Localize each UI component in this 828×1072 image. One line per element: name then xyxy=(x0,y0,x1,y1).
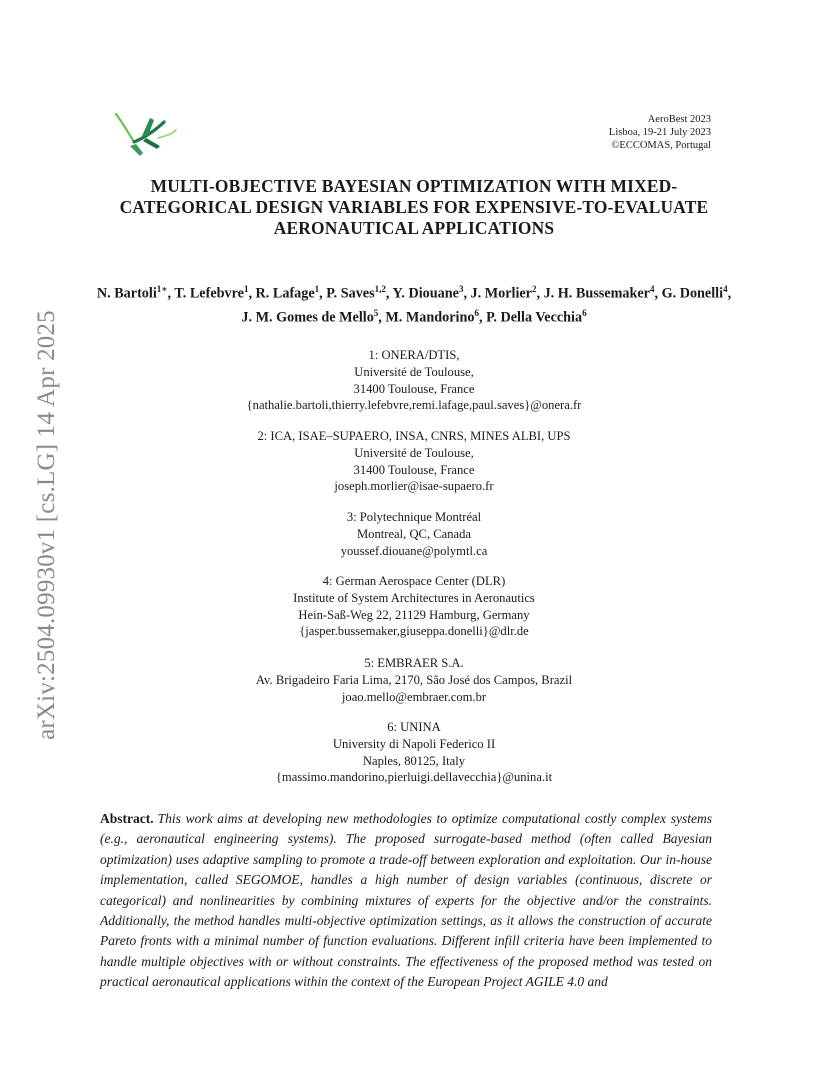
author-name: G. Donelli xyxy=(661,285,724,302)
author-affiliation-marker: 1∗ xyxy=(156,284,168,294)
author-separator: , xyxy=(319,285,327,302)
affiliation-line: Naples, 80125, Italy xyxy=(362,753,466,768)
conference-header xyxy=(609,113,711,152)
affiliation-1 xyxy=(100,347,728,414)
author-name: P. Saves xyxy=(326,285,375,302)
author-affiliation-marker: 1,2 xyxy=(374,284,386,294)
affiliation-2 xyxy=(100,428,728,495)
author-name: P. Della Vecchia xyxy=(486,309,583,326)
affiliation-line: 6: UNINA xyxy=(387,720,441,734)
author-name: Y. Diouane xyxy=(392,285,459,302)
author-name: N. Bartoli xyxy=(96,285,157,302)
conference-copyright: ©ECCOMAS, Portugal xyxy=(611,140,711,151)
author-separator: , xyxy=(248,285,256,302)
affiliation-6 xyxy=(100,719,728,786)
affiliation-line: Hein-Saß-Weg 22, 21129 Hamburg, Germany xyxy=(298,607,530,622)
author-name: J. M. Gomes de Mello xyxy=(241,309,374,326)
affiliation-email: {nathalie.bartoli,thierry.lefebvre,remi.lafage,paul.saves}@onera.fr xyxy=(246,398,582,413)
author-separator: , xyxy=(167,285,175,302)
author-separator: , xyxy=(478,309,487,326)
author-affiliation-marker: 4 xyxy=(723,284,728,294)
author-name: J. Morlier xyxy=(470,285,532,302)
affiliation-email: {jasper.bussemaker,giuseppa.donelli}@dlr.de xyxy=(299,624,529,639)
affiliation-email: joseph.morlier@isae-supaero.fr xyxy=(334,479,494,494)
affiliation-line: Université de Toulouse, xyxy=(354,364,474,379)
abstract-text: This work aims at developing new methodologies to optimize computational costly complex systems (e.g., aeronautical engineering systems). The proposed surrogate-based method (often called Bayesian optimization) uses adaptive sampling to promote a trade-off between exploration and exploitation. Our in-house implementation, called SEGOMOE, handles a high number of design variables (continuous, discrete or categorical) and nonlinearities by combining mixtures of experts for the objective and/or the constraints. Additionally, the method handles multi-objective optimization settings, as it allows the construction of accurate Pareto fronts with a minimal number of function evaluations. Different infill criteria have been implemented to handle multiple objectives with or without constraints. The effectiveness of the proposed method was tested on practical aeronautical applications within the context of the European Project AGILE 4.0 and xyxy=(100,811,712,990)
affiliation-line: Av. Brigadeiro Faria Lima, 2170, São José dos Campos, Brazil xyxy=(255,672,573,687)
arxiv-identifier: arXiv:2504.09930v1 [cs.LG] 14 Apr 2025 xyxy=(33,310,60,740)
author-name: T. Lefebvre xyxy=(174,285,244,302)
affiliation-line: 31400 Toulouse, France xyxy=(353,381,475,396)
affiliation-line: 1: ONERA/DTIS, xyxy=(368,348,460,362)
affiliation-line: Institute of System Architectures in Aeronautics xyxy=(293,590,535,605)
author-separator: , xyxy=(654,285,662,302)
affiliation-email: joao.mello@embraer.com.br xyxy=(341,689,487,704)
author-affiliation-marker: 6 xyxy=(474,308,479,319)
affiliation-line: 5: EMBRAER S.A. xyxy=(364,656,464,670)
author-separator: , xyxy=(385,285,393,302)
affiliation-email: youssef.diouane@polymtl.ca xyxy=(340,543,488,558)
author-affiliation-marker: 4 xyxy=(649,284,655,294)
affiliation-line: 31400 Toulouse, France xyxy=(353,462,475,477)
author-separator: , xyxy=(536,285,544,302)
author-affiliation-marker: 2 xyxy=(531,284,537,294)
affiliation-line: 4: German Aerospace Center (DLR) xyxy=(322,574,506,588)
author-separator: , xyxy=(463,285,471,302)
affiliation-email: {massimo.mandorino,pierluigi.dellavecchia}@unina.it xyxy=(275,770,553,785)
abstract-label: Abstract. xyxy=(100,811,154,826)
author-affiliation-marker: 1 xyxy=(243,284,249,294)
author-affiliation-marker: 6 xyxy=(582,308,587,319)
paper-title: MULTI-OBJECTIVE BAYESIAN OPTIMIZATION WITH MIXED-CATEGORICAL DESIGN VARIABLES FOR EXPENSIVE-TO-EVALUATE AERONAUTICAL APPLICATIONS xyxy=(119,176,709,238)
affiliation-line: Université de Toulouse, xyxy=(354,445,474,460)
author-separator: , xyxy=(727,285,732,302)
affiliation-5 xyxy=(100,655,728,705)
affiliation-line: 3: Polytechnique Montréal xyxy=(346,510,482,524)
affiliation-line: 2: ICA, ISAE–SUPAERO, INSA, CNRS, MINES ALBI, UPS xyxy=(257,429,571,443)
author-name: J. H. Bussemaker xyxy=(543,285,650,302)
author-affiliation-marker: 3 xyxy=(458,284,464,294)
author-affiliation-marker: 5 xyxy=(373,308,379,319)
author-name: M. Mandorino xyxy=(385,309,475,326)
abstract xyxy=(100,809,712,993)
affiliation-line: Montreal, QC, Canada xyxy=(356,526,471,541)
affiliation-line: University di Napoli Federico II xyxy=(332,736,496,751)
affiliation-3 xyxy=(100,509,728,559)
conference-place-date: Lisboa, 19-21 July 2023 xyxy=(608,127,711,138)
author-list xyxy=(92,280,736,328)
airplane-logo-icon xyxy=(112,112,178,160)
author-separator: , xyxy=(378,309,386,326)
author-name: R. Lafage xyxy=(255,285,315,302)
conference-name: AeroBest 2023 xyxy=(647,114,711,125)
author-affiliation-marker: 1 xyxy=(314,284,320,294)
affiliation-4 xyxy=(100,573,728,640)
